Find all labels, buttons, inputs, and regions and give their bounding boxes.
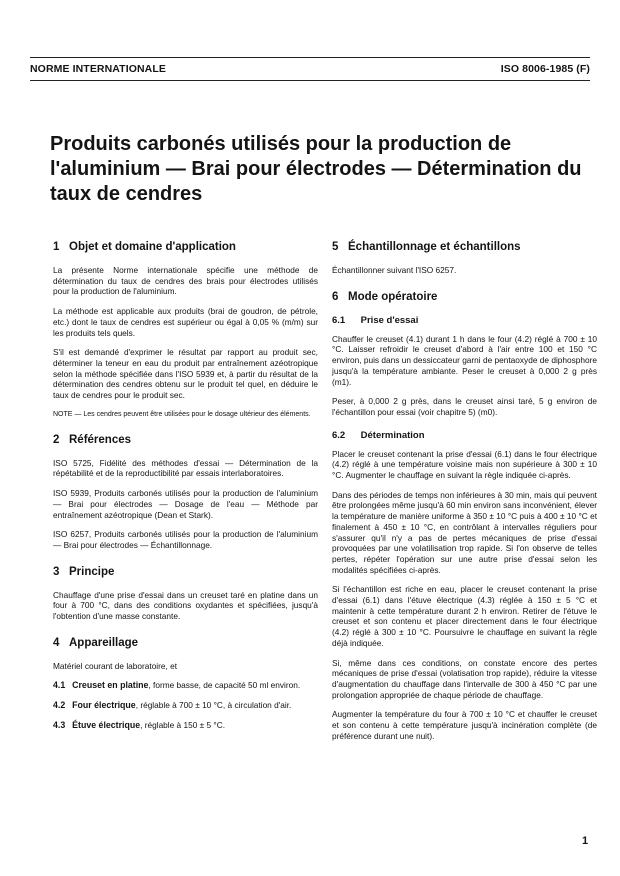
paragraph: La présente Norme internationale spécifie une méthode de détermination du taux de cendres des brais pour électrodes utilisés pour la production de l'aluminium. (53, 265, 318, 297)
paragraph: Augmenter la température du four à 700 ± 10 °C et chauffer le creuset et son contenu à cette température jusqu'à incinération complète (de préférence durant une nuit). (332, 709, 597, 741)
item-number: 4.3 (53, 719, 66, 730)
subsection-title: Détermination (360, 429, 425, 441)
section-heading-5 (332, 240, 597, 255)
item-title: Étuve électrique (72, 719, 141, 730)
apparatus-item (53, 720, 318, 731)
paragraph: Si, même dans ces conditions, on constate encore des pertes mécaniques de prise d'essai (volatisation trop rapide), réduire la vitesse d'augmentation du chauffage dans l'intervalle de 300 à 450 °C par une prolongation appropriée de chaque période de chauffage. (332, 657, 597, 700)
document-title: Produits carbonés utilisés pour la production de l'aluminium — Brai pour électrodes — Détermination du taux de cendres (50, 133, 582, 205)
note: NOTE — Les cendres peuvent être utilisées pour le dosage ultérieur des éléments. (53, 410, 311, 418)
item-number: 4.1 (53, 680, 66, 691)
section-number: 5 (332, 241, 339, 253)
item-text: , réglable à 700 ± 10 °C, à circulation d'air. (135, 700, 292, 711)
section-heading-2 (53, 433, 318, 448)
section-title: Échantillonnage et échantillons (348, 241, 521, 253)
section-heading-1 (53, 240, 318, 255)
paragraph: La méthode est applicable aux produits (brai de goudron, de pétrole, etc.) dont le taux de cendres est supérieur ou égal à 0,05 % (m/m) sur les produits tels quels. (53, 306, 318, 338)
apparatus-item (53, 680, 318, 691)
section-title: Principe (69, 565, 115, 578)
section-number: 6 (332, 290, 339, 303)
subsection-heading-6-2 (332, 430, 597, 442)
reference-item: ISO 5939, Produits carbonés utilisés pour la production de l'aluminium — Brai pour électrodes — Dosage de l'eau — Méthode par entraînement azéotropique (Dean et Stark). (53, 488, 318, 520)
section-number: 2 (53, 433, 60, 446)
paragraph: S'il est demandé d'exprimer le résultat par rapport au produit sec, déterminer la teneur en eau du produit par entraînement azéotropique selon la méthode spécifiée dans l'ISO 5939 et, à partir du résultat de la détermination des cendres obtenu sur le produit tel quel, en déduire le taux de cendres pour le produit sec. (53, 347, 318, 401)
reference-item: ISO 6257, Produits carbonés utilisés pour la production de l'aluminium — Brai pour électrodes — Échantillonnage. (53, 529, 318, 550)
paragraph: Si l'échantillon est riche en eau, placer le creuset contenant la prise d'essai (6.1) dans l'étuve électrique (4.3) réglée à 150 ± 5 °C et maintenir à cette température durant 2 h environ. Retirer de l'étuve le creuset et son contenu et placer directement dans le four électrique (4.2) réglé à 300 ± 10 °C. Poursuivre le chauffage en suivant la règle déjà indiquée. (332, 584, 597, 648)
subsection-number: 6.2 (332, 429, 346, 441)
paragraph: Peser, à 0,000 2 g près, dans le creuset ainsi taré, 5 g environ de l'échantillon pour essai (voir chapitre 5) (m0). (332, 396, 597, 417)
item-text: , forme basse, de capacité 50 ml environ. (148, 680, 301, 691)
section-title: Références (69, 433, 132, 446)
subsection-title: Prise d'essai (360, 314, 419, 326)
section-heading-6 (332, 290, 597, 305)
left-column (53, 240, 318, 740)
section-title: Objet et domaine d'application (69, 241, 236, 253)
paragraph: Échantillonner suivant l'ISO 6257. (332, 265, 457, 275)
section-heading-3 (53, 565, 318, 580)
paragraph: Matériel courant de laboratoire, et (53, 660, 178, 671)
item-title: Creuset en platine (72, 680, 149, 691)
section-number: 3 (53, 565, 60, 578)
subsection-heading-6-1 (332, 315, 597, 327)
section-number: 4 (53, 636, 60, 649)
page-number: 1 (582, 835, 589, 847)
header-standard-type: NORME INTERNATIONALE (30, 63, 166, 75)
right-column (332, 240, 597, 751)
item-number: 4.2 (53, 700, 66, 711)
paragraph: Chauffage d'une prise d'essai dans un creuset taré en platine dans un four à 700 °C, dans des conditions oxydantes et spécifiées, jusqu'à l'obtention d'une masse constante. (53, 589, 318, 622)
section-title: Appareillage (69, 636, 139, 649)
paragraph: Dans des périodes de temps non inférieures à 30 min, mais qui peuvent être prolongées même jusqu'à 60 min environ sans inconvénient, élever la température de manière uniforme à 350 ± 10 °C puis à 400 ± 10 °C et finalement à 450 ± 10 °C, en contrôlant à intervalles réguliers pour s'assurer qu'il n'y a pas de pertes mécaniques de prise d'essai provoquées par une volatilisation trop rapide. Si l'on observe de telles pertes, répéter l'opération sur une autre prise d'essai selon les modalités spécifiées ci-après. (332, 489, 597, 575)
paragraph: Placer le creuset contenant la prise d'essai (6.1) dans le four électrique (4.2) réglé à une température voisine mais non supérieure à 300 ± 10 °C. Augmenter le chauffage en suivant la règle indiquée ci-après. (332, 448, 597, 481)
apparatus-item (53, 700, 318, 711)
subsection-number: 6.1 (332, 314, 346, 326)
reference-item: ISO 5725, Fidélité des méthodes d'essai — Détermination de la répétabilité et de la reproductibilité par essais interlaboratoires. (53, 457, 318, 479)
paragraph: Chauffer le creuset (4.1) durant 1 h dans le four (4.2) réglé à 700 ± 10 °C. Laisser refroidir le creuset d'abord à l'air entre 100 et 150 °C environ, puis dans un dessiccateur garni de pentaoxyde de diphosphore jusqu'à la température ambiante. Peser le creuset à 0,000 2 g près (m1). (332, 333, 597, 387)
item-title: Four électrique (72, 700, 136, 711)
section-title: Mode opératoire (348, 290, 438, 303)
header-standard-number: ISO 8006-1985 (F) (500, 63, 590, 75)
section-heading-4 (53, 636, 318, 651)
page-header (30, 57, 590, 81)
item-text: , réglable à 150 ± 5 °C. (140, 719, 226, 730)
section-number: 1 (53, 241, 60, 253)
